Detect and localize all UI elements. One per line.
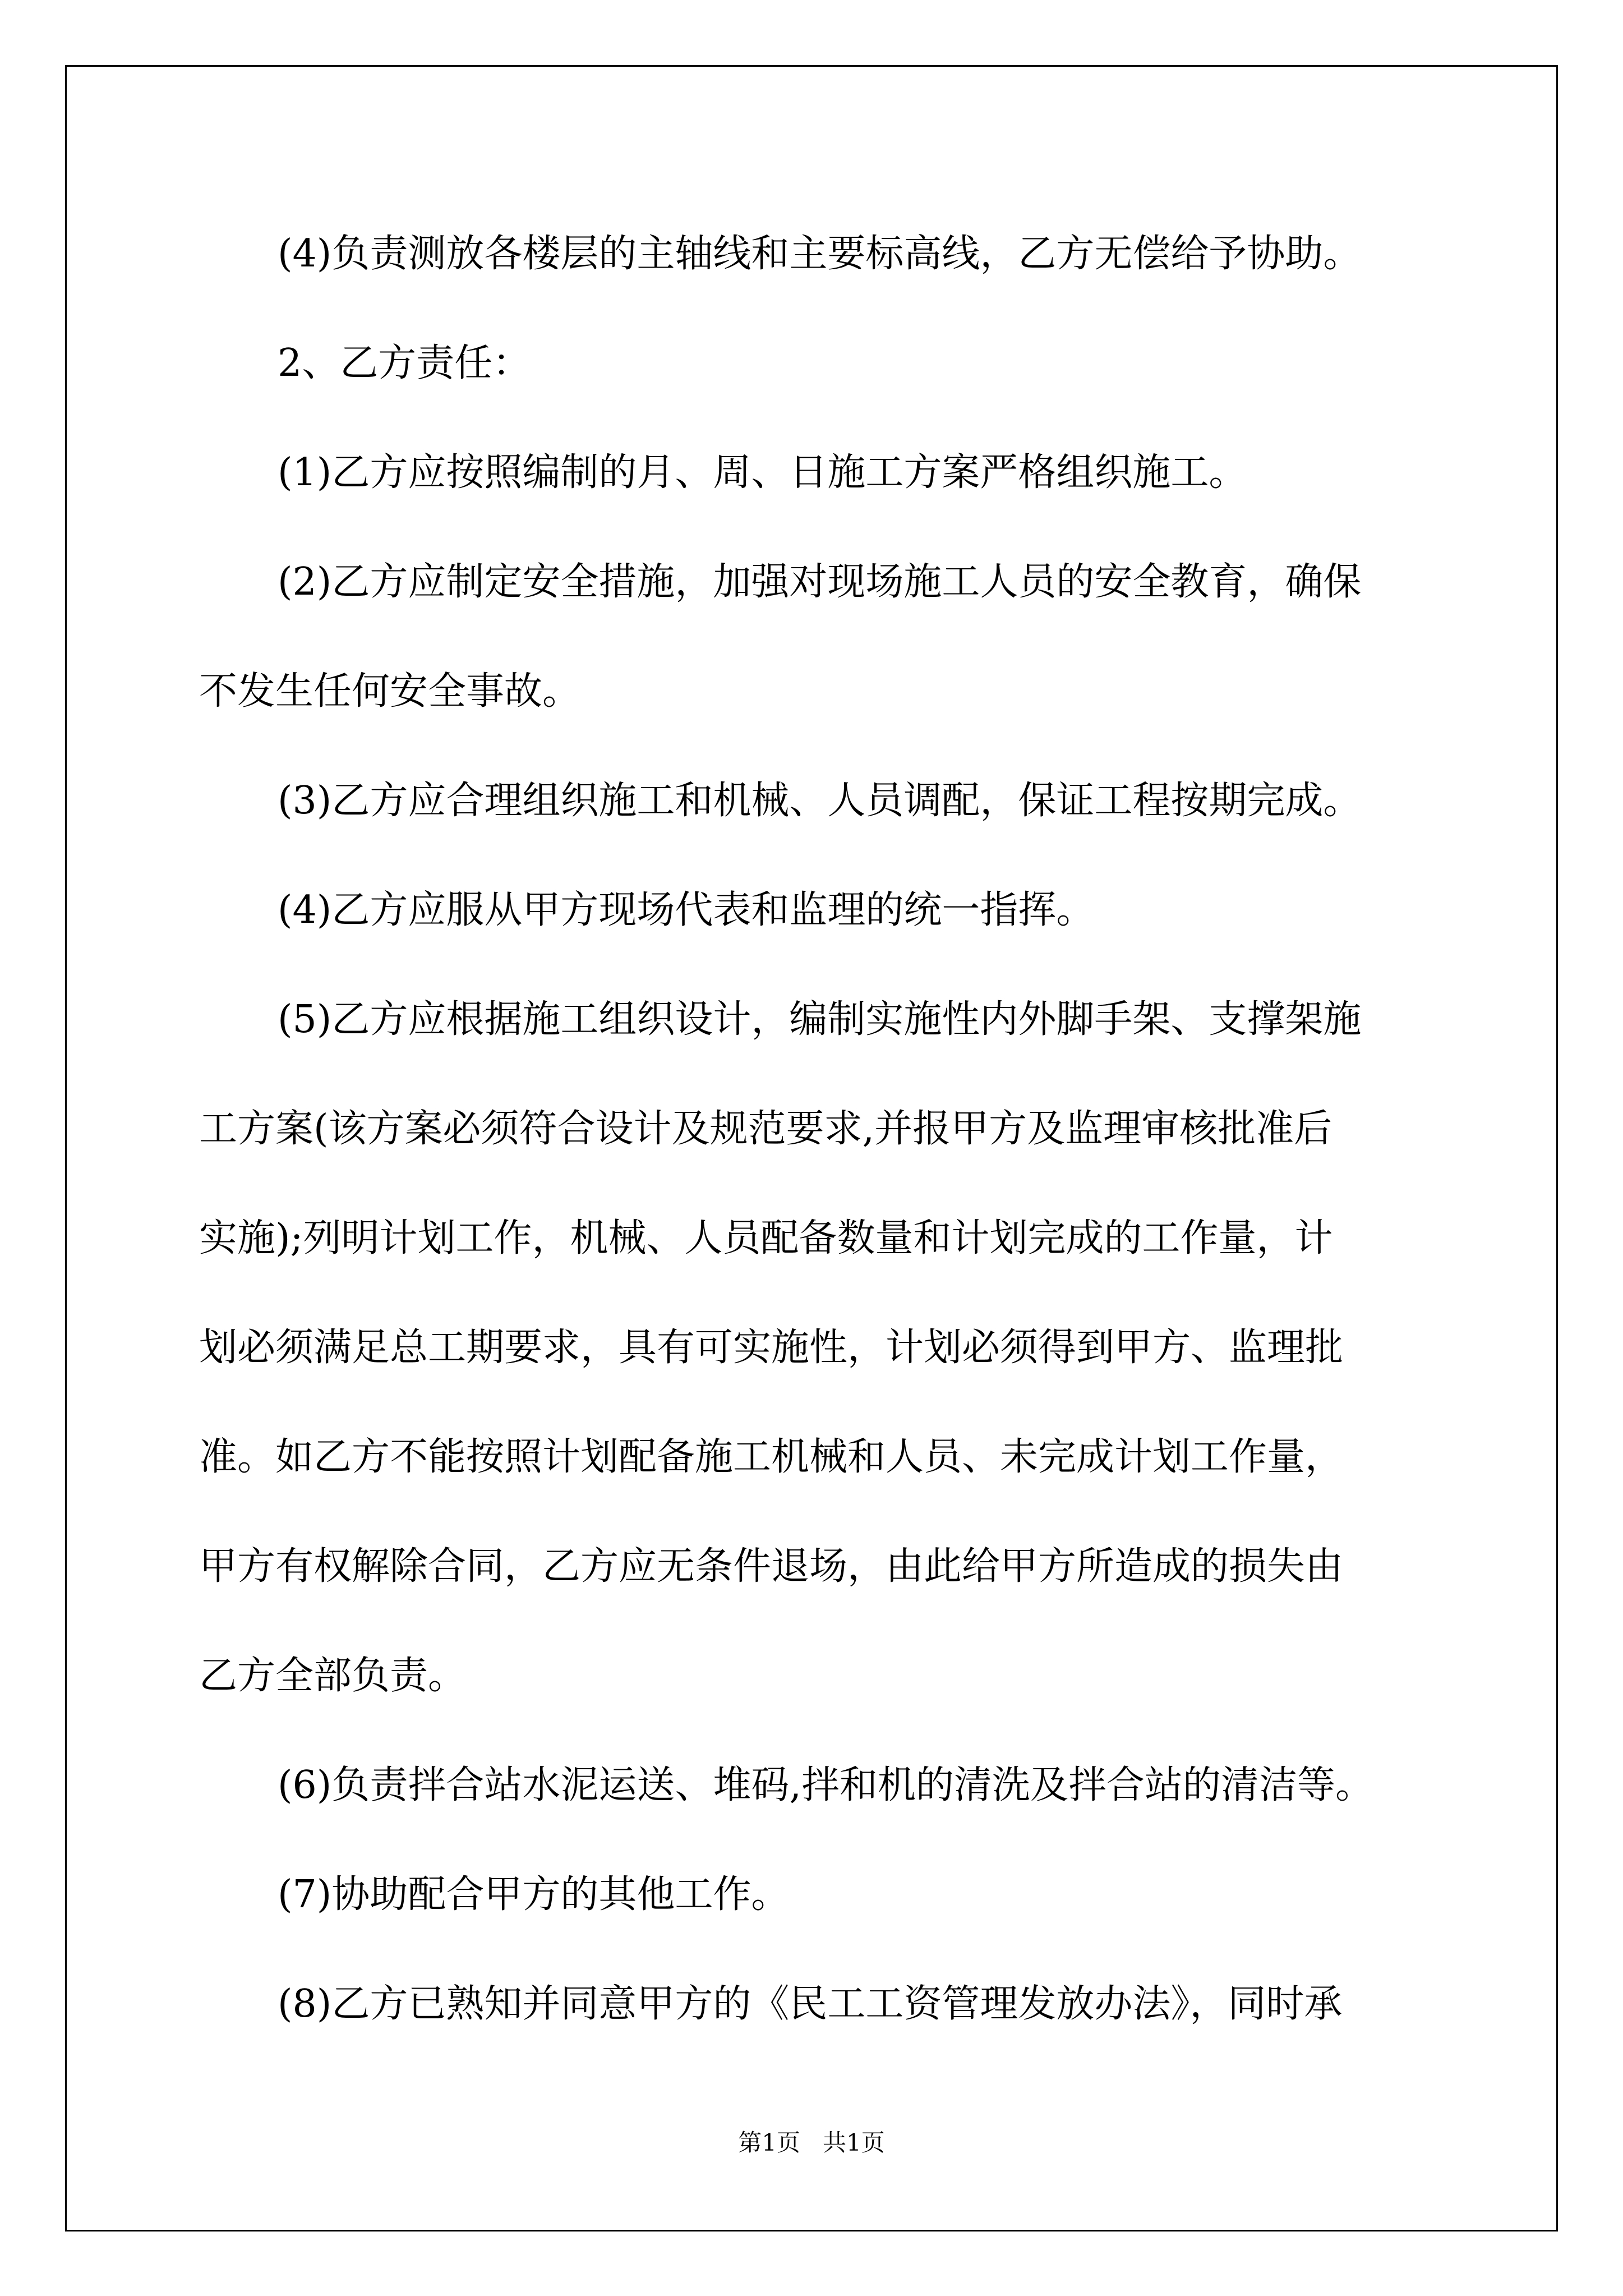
page-footer: 第1页 共1页 bbox=[738, 2129, 885, 2156]
text-line: 乙方全部负责。 bbox=[199, 1654, 467, 1698]
text-line: (4)负责测放各楼层的主轴线和主要标高线，乙方无偿给予协助。 bbox=[278, 232, 1362, 276]
text-line: 不发生任何安全事故。 bbox=[199, 669, 581, 714]
text-line: 划必须满足总工期要求，具有可实施性，计划必须得到甲方、监理批 bbox=[199, 1326, 1344, 1370]
text-line: (3)乙方应合理组织施工和机械、人员调配，保证工程按期完成。 bbox=[278, 779, 1362, 823]
text-line: (2)乙方应制定安全措施，加强对现场施工人员的安全教育，确保 bbox=[278, 560, 1362, 604]
text-line: (1)乙方应按照编制的月、周、日施工方案严格组织施工。 bbox=[278, 450, 1247, 495]
text-line: 实施);列明计划工作，机械、人员配备数量和计划完成的工作量，计 bbox=[199, 1216, 1333, 1260]
text-line: (5)乙方应根据施工组织设计，编制实施性内外脚手架、支撑架施 bbox=[278, 997, 1362, 1042]
text-line: (7)协助配合甲方的其他工作。 bbox=[278, 1872, 790, 1917]
section-heading: 2、乙方责任： bbox=[278, 341, 531, 385]
text-line: (8)乙方已熟知并同意甲方的《民工工资管理发放办法》，同时承 bbox=[278, 1982, 1343, 2026]
text-line: 工方案(该方案必须符合设计及规范要求,并报甲方及监理审核批准后 bbox=[199, 1107, 1332, 1151]
text-line: 甲方有权解除合同，乙方应无条件退场，由此给甲方所造成的损失由 bbox=[199, 1544, 1344, 1589]
text-line: 准。如乙方不能按照计划配备施工机械和人员、未完成计划工作量， bbox=[199, 1435, 1344, 1479]
text-line: (6)负责拌合站水泥运送、堆码,拌和机的清洗及拌合站的清洁等。 bbox=[278, 1763, 1373, 1807]
text-line: (4)乙方应服从甲方现场代表和监理的统一指挥。 bbox=[278, 888, 1095, 932]
